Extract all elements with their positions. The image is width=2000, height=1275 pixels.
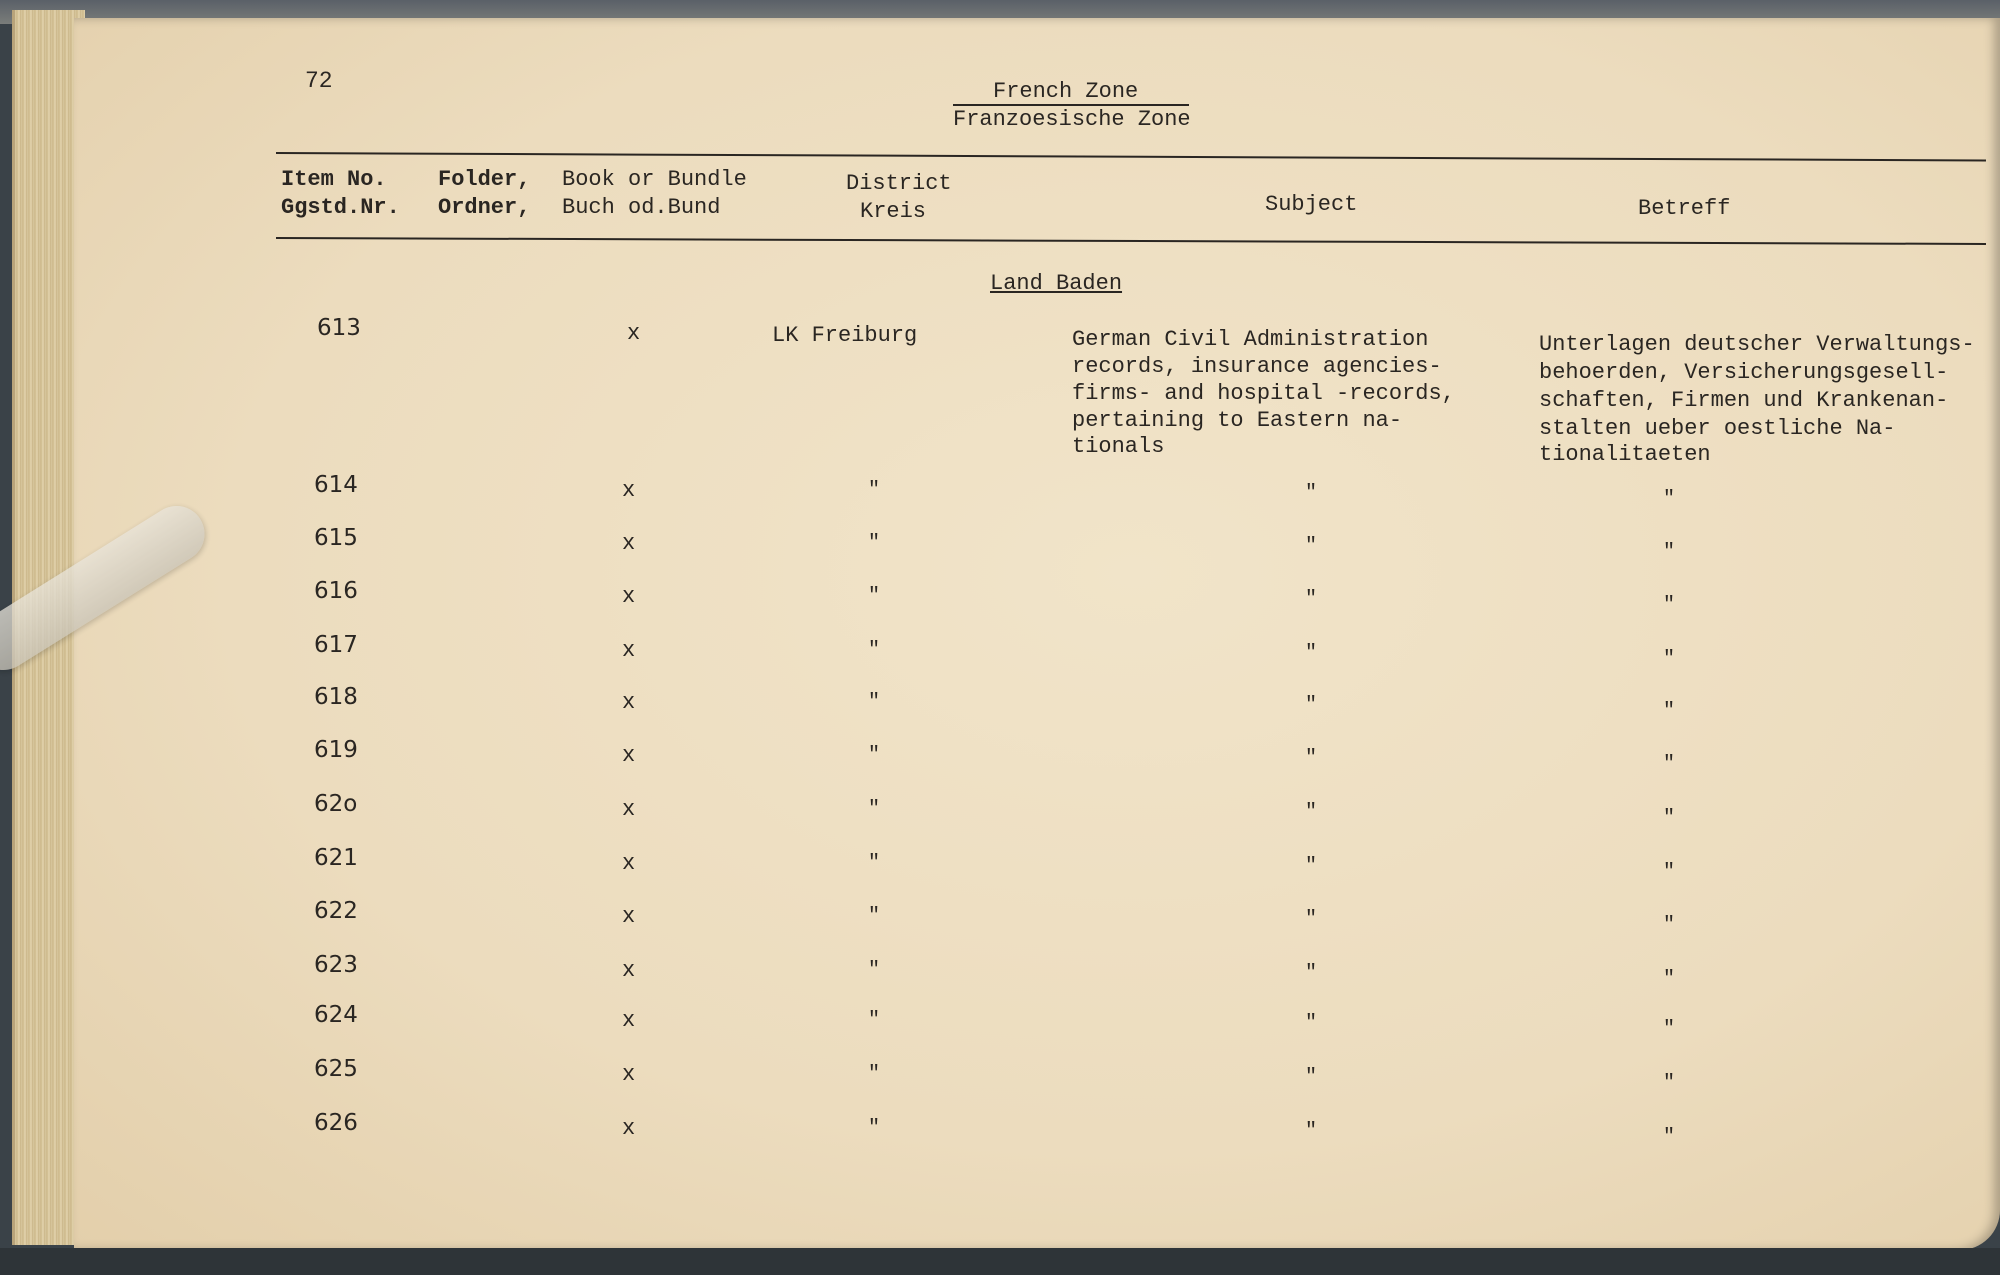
subject-line: German Civil Administration — [1072, 327, 1429, 352]
book-mark-cell: x — [622, 478, 636, 503]
header-folder-de: Ordner, — [438, 195, 531, 220]
betreff-ditto-cell: " — [1663, 914, 1676, 937]
district-ditto-cell: " — [868, 479, 881, 502]
header-book-en: Book or Bundle — [562, 167, 747, 192]
subject-ditto-cell: " — [1305, 1120, 1318, 1143]
book-bottom-edge — [0, 1248, 2000, 1275]
subject-ditto-cell: " — [1305, 535, 1318, 558]
item-number-cell: 622 — [314, 898, 358, 924]
subject-ditto-cell: " — [1305, 855, 1318, 878]
header-item-no-de: Ggstd.Nr. — [281, 195, 400, 220]
item-number-cell: 626 — [314, 1110, 358, 1136]
item-number-cell: 625 — [314, 1056, 358, 1082]
header-district-en: District — [846, 171, 952, 196]
subject-ditto-cell: " — [1305, 1012, 1318, 1035]
header-subject: Subject — [1265, 192, 1358, 217]
district-ditto-cell: " — [868, 1009, 881, 1032]
subject-line: firms- and hospital -records, — [1072, 381, 1455, 406]
betreff-ditto-cell: " — [1663, 807, 1676, 830]
subject-ditto-cell: " — [1305, 642, 1318, 665]
betreff-line: tionalitaeten — [1539, 442, 1711, 467]
betreff-ditto-cell: " — [1663, 648, 1676, 671]
district-ditto-cell: " — [868, 744, 881, 767]
subject-line: pertaining to Eastern na- — [1072, 408, 1403, 433]
subject-line: tionals — [1072, 434, 1165, 459]
betreff-line: stalten ueber oestliche Na- — [1539, 416, 1896, 441]
section-title: Land Baden — [990, 271, 1123, 296]
header-book-de: Buch od.Bund — [562, 195, 721, 220]
district-ditto-cell: " — [868, 585, 881, 608]
subject-ditto-cell: " — [1305, 1066, 1318, 1089]
betreff-line: behoerden, Versicherungsgesell- — [1539, 360, 1949, 385]
zone-title-german: Franzoesische Zone — [953, 107, 1191, 132]
book-mark-cell: x — [622, 797, 636, 822]
header-folder-en: Folder, — [438, 167, 531, 192]
district-ditto-cell: " — [868, 959, 881, 982]
book-mark-cell: x — [622, 904, 636, 929]
betreff-ditto-cell: " — [1663, 488, 1676, 511]
item-number-cell: 617 — [314, 632, 358, 658]
district-cell: LK Freiburg — [772, 323, 918, 348]
header-item-no-en: Item No. — [281, 167, 387, 192]
subject-ditto-cell: " — [1305, 694, 1318, 717]
district-ditto-cell: " — [868, 1117, 881, 1140]
betreff-line: Unterlagen deutscher Verwaltungs- — [1539, 332, 1975, 357]
item-number-cell: 62o — [314, 791, 358, 817]
item-number-cell: 614 — [314, 472, 358, 498]
subject-ditto-cell: " — [1305, 908, 1318, 931]
item-number-cell: 621 — [314, 845, 358, 871]
district-ditto-cell: " — [868, 852, 881, 875]
betreff-line: schaften, Firmen und Krankenan- — [1539, 388, 1949, 413]
subject-ditto-cell: " — [1305, 482, 1318, 505]
book-mark-cell: x — [622, 690, 636, 715]
book-mark-cell: x — [622, 958, 636, 983]
book-mark-cell: x — [622, 584, 636, 609]
betreff-ditto-cell: " — [1663, 594, 1676, 617]
betreff-ditto-cell: " — [1663, 1072, 1676, 1095]
district-ditto-cell: " — [868, 1063, 881, 1086]
district-ditto-cell: " — [868, 691, 881, 714]
subject-ditto-cell: " — [1305, 962, 1318, 985]
subject-ditto-cell: " — [1305, 801, 1318, 824]
item-number-cell: 615 — [314, 525, 358, 551]
district-ditto-cell: " — [868, 532, 881, 555]
book-mark-cell: x — [622, 1062, 636, 1087]
item-number-cell: 624 — [314, 1002, 358, 1028]
book-mark-cell: x — [622, 1008, 636, 1033]
zone-title-english: French Zone — [993, 79, 1139, 104]
book-mark-cell: x — [622, 743, 636, 768]
header-district-de: Kreis — [860, 199, 927, 224]
item-number-cell: 619 — [314, 737, 358, 763]
subject-ditto-cell: " — [1305, 747, 1318, 770]
header-betreff: Betreff — [1638, 196, 1731, 221]
betreff-ditto-cell: " — [1663, 753, 1676, 776]
betreff-ditto-cell: " — [1663, 700, 1676, 723]
book-mark-cell: x — [622, 851, 636, 876]
subject-line: records, insurance agencies- — [1072, 354, 1442, 379]
book-mark-cell: x — [627, 321, 641, 346]
betreff-ditto-cell: " — [1663, 1126, 1676, 1149]
district-ditto-cell: " — [868, 798, 881, 821]
book-mark-cell: x — [622, 1116, 636, 1141]
betreff-ditto-cell: " — [1663, 861, 1676, 884]
item-number-cell: 623 — [314, 952, 358, 978]
item-number-cell: 613 — [317, 315, 361, 341]
item-number-cell: 616 — [314, 578, 358, 604]
subject-ditto-cell: " — [1305, 588, 1318, 611]
betreff-ditto-cell: " — [1663, 541, 1676, 564]
district-ditto-cell: " — [868, 905, 881, 928]
betreff-ditto-cell: " — [1663, 1018, 1676, 1041]
betreff-ditto-cell: " — [1663, 968, 1676, 991]
book-mark-cell: x — [622, 638, 636, 663]
book-mark-cell: x — [622, 531, 636, 556]
item-number-cell: 618 — [314, 684, 358, 710]
page-number: 72 — [305, 68, 333, 94]
district-ditto-cell: " — [868, 639, 881, 662]
